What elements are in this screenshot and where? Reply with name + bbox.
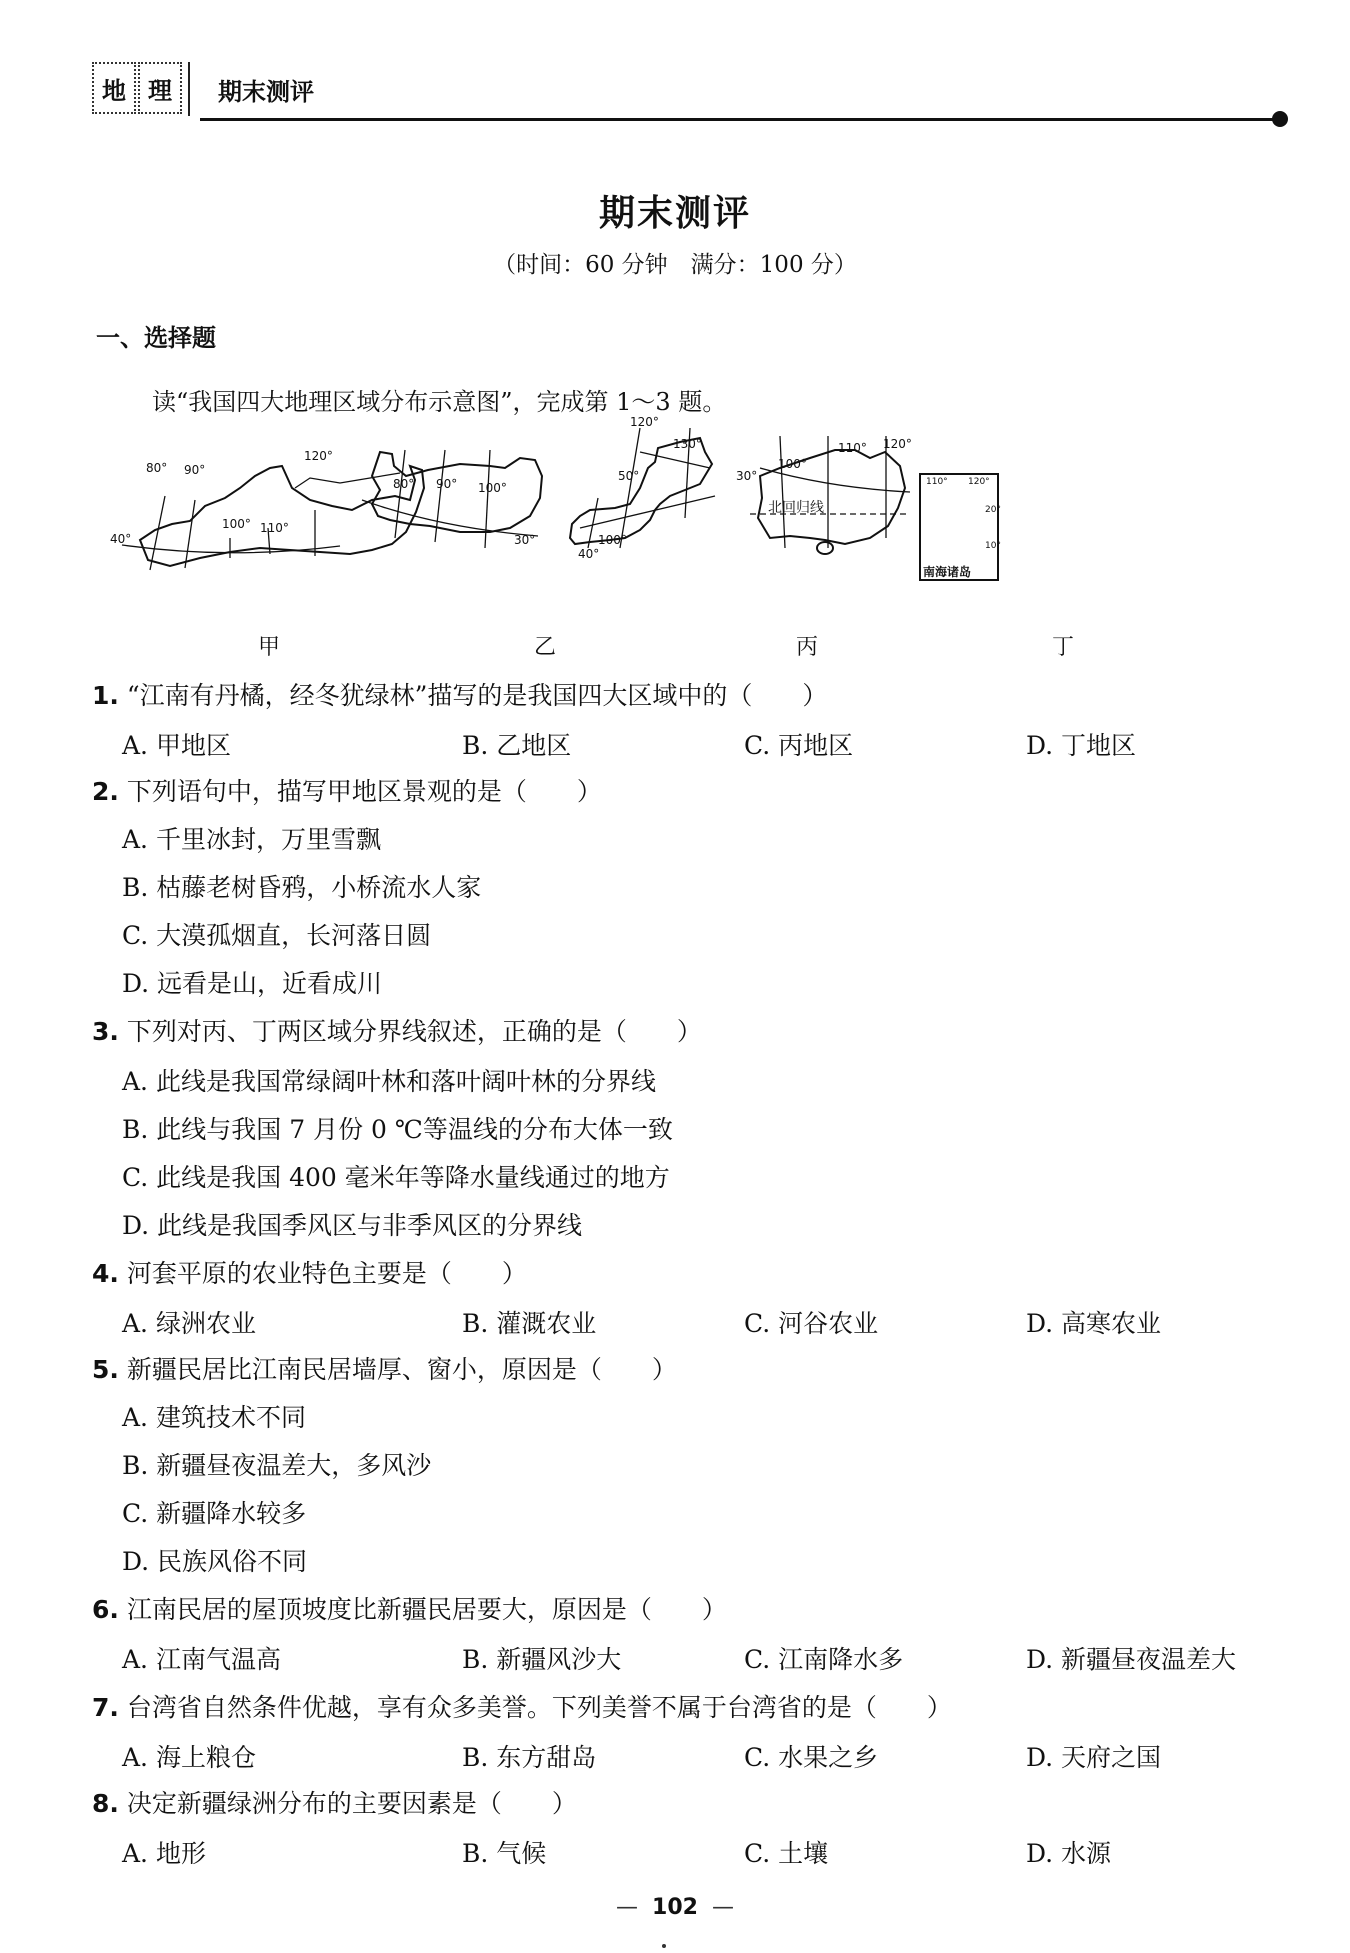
map-label-jia: 甲 bbox=[258, 635, 281, 660]
footer-dash: — bbox=[616, 1895, 639, 1920]
option[interactable]: B. 此线与我国 7 月份 0 ℃等温线的分布大体一致 bbox=[122, 1115, 673, 1144]
option[interactable]: A. 甲地区 bbox=[122, 731, 231, 760]
map-bing-tick: 100° bbox=[598, 533, 627, 547]
option[interactable]: C. 江南降水多 bbox=[744, 1645, 904, 1674]
question-text: 下列语句中，描写甲地区景观的是（ ） bbox=[126, 777, 602, 806]
map-jia-tick: 120° bbox=[304, 449, 333, 463]
question bbox=[92, 676, 827, 712]
option[interactable]: D. 此线是我国季风区与非季风区的分界线 bbox=[122, 1211, 583, 1240]
map-jia-tick: 90° bbox=[184, 463, 206, 477]
option[interactable]: D. 高寒农业 bbox=[1026, 1309, 1162, 1338]
header-rule bbox=[200, 118, 1278, 121]
map-inset-tick: 10° bbox=[985, 541, 1001, 551]
question bbox=[92, 772, 602, 808]
question-intro: 读“我国四大地理区域分布示意图”，完成第 1～3 题。 bbox=[152, 388, 727, 416]
question-text: “江南有丹橘，经冬犹绿林”描写的是我国四大区域中的（ ） bbox=[126, 681, 828, 710]
map-bing-outline bbox=[570, 438, 712, 544]
map-ding-tick: 100° bbox=[778, 457, 807, 471]
map-ding-tick: 30° bbox=[736, 469, 758, 483]
map-yi-tick: 30° bbox=[514, 533, 536, 547]
question bbox=[92, 1350, 677, 1386]
option[interactable]: A. 江南气温高 bbox=[122, 1645, 281, 1674]
map-ding-meridian bbox=[780, 436, 785, 548]
question-text: 决定新疆绿洲分布的主要因素是（ ） bbox=[126, 1789, 577, 1818]
option[interactable]: A. 千里冰封，万里雪飘 bbox=[122, 825, 381, 854]
map-yi-meridian bbox=[395, 450, 405, 538]
map-jia-tick: 110° bbox=[260, 521, 289, 535]
option[interactable]: C. 此线是我国 400 毫米年等降水量线通过的地方 bbox=[122, 1163, 670, 1192]
option[interactable]: C. 新疆降水较多 bbox=[122, 1499, 307, 1528]
option[interactable]: B. 灌溉农业 bbox=[462, 1309, 597, 1338]
option[interactable]: D. 水源 bbox=[1026, 1839, 1112, 1868]
option[interactable]: A. 此线是我国常绿阔叶林和落叶阔叶林的分界线 bbox=[122, 1067, 656, 1096]
map-yi-tick: 90° bbox=[436, 477, 458, 491]
subject-char: 地 bbox=[102, 76, 126, 105]
option[interactable]: A. 建筑技术不同 bbox=[122, 1403, 306, 1432]
header-section-title: 期末测评 bbox=[218, 78, 314, 106]
option[interactable]: C. 河谷农业 bbox=[744, 1309, 879, 1338]
question-number: 3. bbox=[92, 1017, 119, 1046]
map-label-ding: 丁 bbox=[1052, 635, 1075, 660]
question bbox=[92, 1688, 952, 1724]
map-inset-tick: 110° bbox=[926, 477, 948, 487]
question-number: 8. bbox=[92, 1789, 119, 1818]
option[interactable]: C. 大漠孤烟直，长河落日圆 bbox=[122, 921, 432, 950]
map-jia-tick: 40° bbox=[110, 532, 132, 546]
map-bing-tick: 120° bbox=[630, 415, 659, 429]
question bbox=[92, 1012, 702, 1048]
map-bing-tick: 130° bbox=[673, 437, 702, 451]
subject-char: 理 bbox=[148, 76, 172, 105]
option[interactable]: D. 天府之国 bbox=[1026, 1743, 1162, 1772]
header-rule-dot bbox=[1272, 111, 1288, 127]
footer-dash: — bbox=[711, 1895, 734, 1920]
question-number: 4. bbox=[92, 1259, 119, 1288]
option[interactable]: B. 东方甜岛 bbox=[462, 1743, 597, 1772]
option[interactable]: A. 海上粮仓 bbox=[122, 1743, 256, 1772]
question-number: 6. bbox=[92, 1595, 119, 1624]
option[interactable]: A. 地形 bbox=[122, 1839, 206, 1868]
section-heading: 一、选择题 bbox=[96, 324, 216, 352]
question bbox=[92, 1784, 577, 1820]
question-text: 河套平原的农业特色主要是（ ） bbox=[126, 1259, 527, 1288]
map-inset-tick: 120° bbox=[968, 477, 990, 487]
subject-char-box bbox=[138, 62, 182, 114]
map-ding-tick: 120° bbox=[883, 437, 912, 451]
option[interactable]: D. 民族风俗不同 bbox=[122, 1547, 308, 1576]
map-jia-tick: 100° bbox=[222, 517, 251, 531]
question-number: 5. bbox=[92, 1355, 119, 1384]
map-bing-tick: 40° bbox=[578, 547, 600, 561]
option[interactable]: D. 远看是山，近看成川 bbox=[122, 969, 383, 998]
map-label-bing: 丙 bbox=[796, 635, 819, 660]
question-number: 2. bbox=[92, 777, 119, 806]
map-ding-tropic-label: 北回归线 bbox=[768, 500, 824, 516]
subject-char-box bbox=[92, 62, 136, 114]
question-number: 7. bbox=[92, 1693, 119, 1722]
map-ding-tick: 110° bbox=[838, 441, 867, 455]
map-label-yi: 乙 bbox=[534, 635, 557, 660]
option[interactable]: C. 丙地区 bbox=[744, 731, 854, 760]
option[interactable]: C. 水果之乡 bbox=[744, 1743, 879, 1772]
map-bing-tick: 50° bbox=[618, 469, 640, 483]
option[interactable]: D. 丁地区 bbox=[1026, 731, 1137, 760]
option[interactable]: C. 土壤 bbox=[744, 1839, 829, 1868]
question-number: 1. bbox=[92, 681, 119, 710]
region-maps-figure bbox=[110, 415, 1270, 658]
option[interactable]: B. 新疆风沙大 bbox=[462, 1645, 622, 1674]
exam-time-info: （时间：60 分钟 满分：100 分） bbox=[493, 252, 857, 278]
option[interactable]: B. 气候 bbox=[462, 1839, 547, 1868]
map-bing-meridian bbox=[620, 428, 640, 548]
question-text: 下列对丙、丁两区域分界线叙述，正确的是（ ） bbox=[126, 1017, 702, 1046]
map-yi-meridian bbox=[485, 450, 490, 548]
footer-dot bbox=[662, 1944, 666, 1948]
question bbox=[92, 1590, 727, 1626]
option[interactable]: A. 绿洲农业 bbox=[122, 1309, 256, 1338]
map-inset-tick: 20° bbox=[985, 505, 1001, 515]
option[interactable]: B. 新疆昼夜温差大，多风沙 bbox=[122, 1451, 432, 1480]
question bbox=[92, 1254, 527, 1290]
map-jia-tick: 80° bbox=[146, 461, 168, 475]
option[interactable]: B. 枯藤老树昏鸦，小桥流水人家 bbox=[122, 873, 482, 902]
page-number: 102 bbox=[652, 1895, 698, 1920]
page-footer bbox=[0, 1895, 1350, 1920]
header-separator bbox=[188, 62, 190, 116]
question-text: 台湾省自然条件优越，享有众多美誉。下列美誉不属于台湾省的是（ ） bbox=[126, 1693, 952, 1722]
question-text: 江南民居的屋顶坡度比新疆民居要大，原因是（ ） bbox=[126, 1595, 727, 1624]
map-inset-label: 南海诸岛 bbox=[923, 565, 972, 579]
question-text: 新疆民居比江南民居墙厚、窗小，原因是（ ） bbox=[126, 1355, 677, 1384]
map-ding-hainan bbox=[817, 542, 833, 554]
option[interactable]: D. 新疆昼夜温差大 bbox=[1026, 1645, 1237, 1674]
page-title: 期末测评 bbox=[598, 193, 751, 234]
map-yi-tick: 80° bbox=[393, 477, 415, 491]
option[interactable]: B. 乙地区 bbox=[462, 731, 572, 760]
map-jia-meridian bbox=[185, 500, 195, 568]
map-yi-tick: 100° bbox=[478, 481, 507, 495]
map-jia-coastline bbox=[295, 473, 400, 488]
